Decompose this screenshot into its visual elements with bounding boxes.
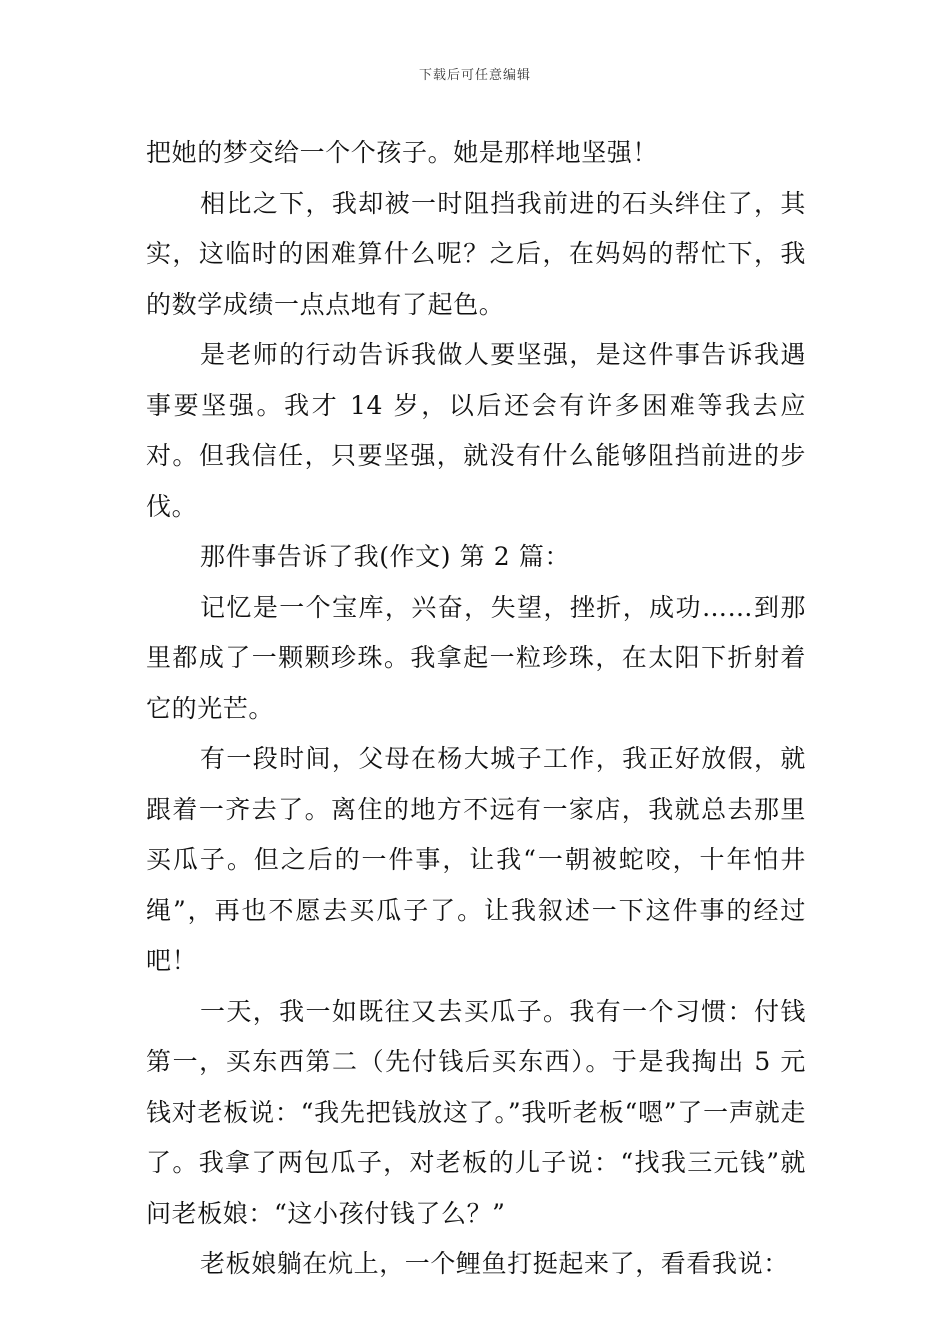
- paragraph-5: 有一段时间，父母在杨大城子工作，我正好放假，就跟着一齐去了。离住的地方不远有一家店，我就总去那里买瓜子。但之后的一件事，让我“一朝被蛇咬，十年怕井绳”，再也不愿去买瓜子了。让我叙述一下这件事的经过吧！: [146, 744, 806, 975]
- paragraph-1: 把她的梦交给一个个孩子。她是那样地坚强！: [146, 138, 659, 167]
- document-body: [146, 128, 806, 1290]
- paragraph-7: 老板娘躺在炕上，一个鲤鱼打挺起来了，看看我说：: [200, 1249, 789, 1278]
- section-heading: 那件事告诉了我(作文) 第 2 篇：: [200, 542, 571, 571]
- paragraph-4: 记忆是一个宝库，兴奋，失望，挫折，成功……到那里都成了一颗颗珍珠。我拿起一粒珍珠，在太阳下折射着它的光芒。: [146, 592, 806, 723]
- paragraph-3: 是老师的行动告诉我做人要坚强，是这件事告诉我遇事要坚强。我才 14 岁，以后还会有许多困难等我去应对。但我信任，只要坚强，就没有什么能够阻挡前进的步伐。: [146, 340, 806, 521]
- paragraph-2: 相比之下，我却被一时阻挡我前进的石头绊住了，其实，这临时的困难算什么呢？之后，在妈妈的帮忙下，我的数学成绩一点点地有了起色。: [146, 188, 806, 319]
- paragraph-6: 一天，我一如既往又去买瓜子。我有一个习惯：付钱第一，买东西第二（先付钱后买东西）。于是我掏出 5 元钱对老板说：“我先把钱放这了。”我听老板“嗯”了一声就走了。我拿了两包瓜子，对老板的儿子说：“找我三元钱”就问老板娘：“这小孩付钱了么？”: [146, 996, 806, 1228]
- page-header-note: 下载后可任意编辑: [418, 68, 531, 83]
